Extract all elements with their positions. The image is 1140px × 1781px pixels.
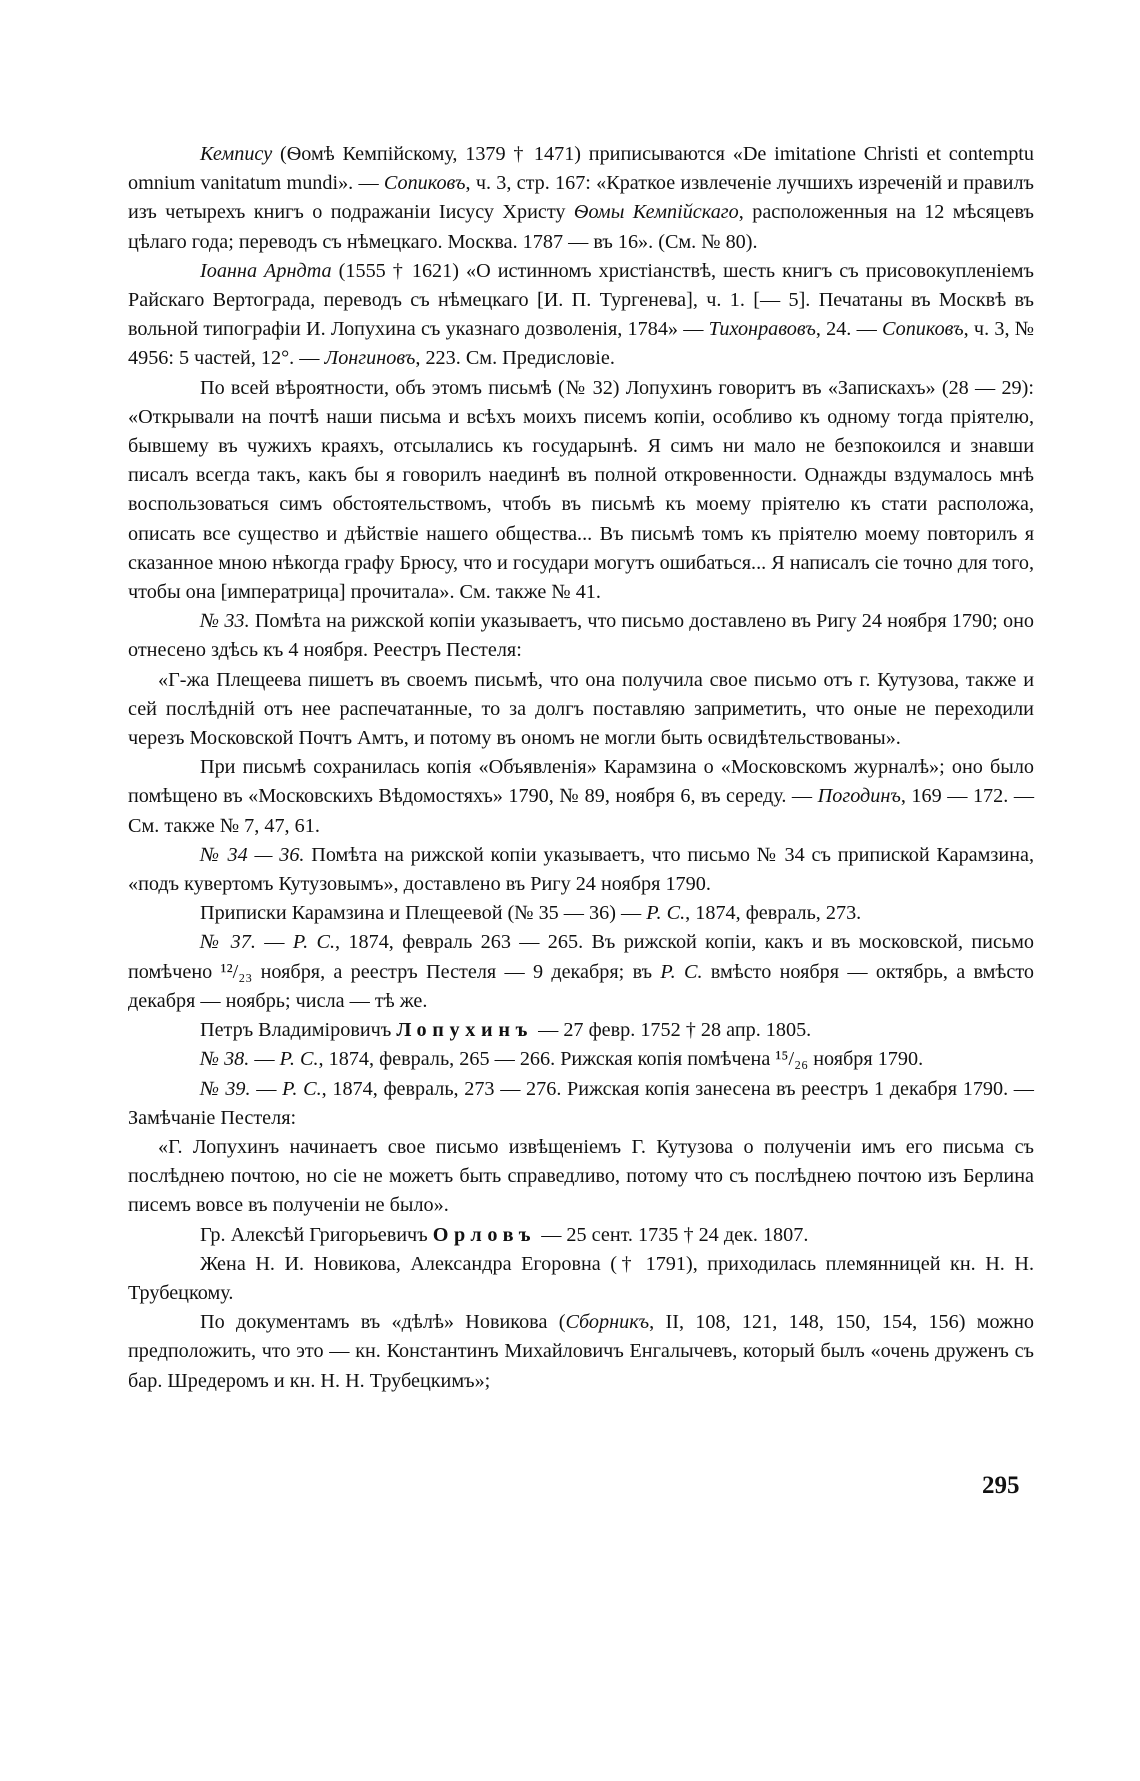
spaced-surname: Лопухинъ: [396, 1019, 534, 1042]
text-run: По документамъ въ «дѣлѣ» Новикова (: [200, 1311, 566, 1334]
paragraph-postscripts: [128, 899, 1034, 928]
text-run: По всей вѣроятности, объ этомъ письмѣ (№ 32) Лопухинъ говоритъ въ «Запискахъ» (28 — 29): «Открывали на почтѣ наши письма и всѣхъ моихъ писемъ копіи, особливо къ одному тогда пріятелю, бывшему въ чужихъ краяхъ, отсылались къ государынѣ. Я симъ ни мало не безпокоился и знавши писалъ всегда такъ, какъ бы я говорилъ наединѣ въ полной откровенности. Однажды вздумалось мнѣ воспользоваться симъ обстоятельствомъ, чтобъ въ письмѣ къ моему пріятелю къ стати расположа, описать все существо и дѣйствіе нашего общества... Въ письмѣ томъ къ пріятелю моему повторилъ я сказанное мною нѣкогда графу Брюсу, что и государи могутъ ошибаться... Я написалъ сіе точно для того, чтобы она [императрица] прочитала». См. также № 41.: [128, 376, 1034, 604]
text-run: —: [249, 1048, 280, 1071]
italic-reference: № 39.: [200, 1077, 251, 1100]
paragraph-no-39: [128, 1075, 1034, 1133]
text-run: Петръ Владиміровичъ: [200, 1019, 397, 1042]
paragraph-orlov-bio: [128, 1221, 1034, 1250]
text-run: , 223. См. Предисловіе.: [415, 347, 615, 370]
text-run: , 1874, февраль 263 — 265. Въ рижской копіи, какъ и въ московской, письмо помѣчено ¹²/₂₃ ноября, а реестръ Пестеля — 9 декабря; въ: [128, 931, 1034, 983]
paragraph-no-33: [128, 607, 1034, 665]
italic-reference: Кемпису: [200, 143, 273, 165]
paragraph-no-34-36: [128, 841, 1034, 899]
text-run: , 1874, февраль, 273.: [685, 902, 862, 925]
text-run: — 27 февр. 1752 † 28 апр. 1805.: [533, 1019, 812, 1042]
text-run: , II, 108, 121, 148, 150, 154, 156) можно предположить, что это — кн. Константинъ Михайловичъ Енгалычевъ, который былъ «очень друженъ съ бар. Шредеромъ и кн. Н. Н. Трубецкимъ»;: [128, 1311, 1034, 1392]
text-run: Помѣта на рижской копіи указываетъ, что письмо № 34 съ припиской Карамзина, «подъ кувертомъ Кутузовымъ», доставлено въ Ригу 24 ноября 1790.: [128, 843, 1035, 896]
italic-reference: Погодинъ: [817, 785, 901, 808]
text-run: , ч. 3, стр. 167: «Краткое извлеченіе лучшихъ изреченій и правилъ изъ четырехъ книгъ о подражаніи Іисусу Христу: [128, 172, 1034, 224]
italic-reference: № 33.: [200, 610, 250, 633]
italic-reference: Р. С.: [279, 1048, 319, 1071]
italic-reference: Р. С.: [292, 931, 336, 954]
text-run: вмѣсто ноября — октябрь, а вмѣсто декабря — ноябрь; числа — тѣ же.: [128, 960, 1034, 1012]
paragraph-engalychev: [128, 1308, 1034, 1396]
paragraph-letter-32: [128, 374, 1034, 608]
text-run: —: [250, 1077, 283, 1100]
text-run: Гр. Алексѣй Григорьевичъ: [200, 1223, 433, 1246]
page-body: [128, 140, 1034, 1396]
text-run: , 1874, февраль, 265 — 266. Рижская копія помѣчена ¹⁵/₂₆ ноября 1790.: [318, 1048, 924, 1071]
text-run: Жена Н. И. Новикова, Александра Егоровна († 1791), приходилась племянницей кн. Н. Н. Трубецкому.: [128, 1252, 1034, 1304]
italic-reference: Сопиковъ: [882, 318, 964, 341]
paragraph-lopukhin-bio: [128, 1016, 1034, 1045]
paragraph-pleshcheeva-quote: [128, 666, 1034, 754]
text-run: — 25 сент. 1735 † 24 дек. 1807.: [536, 1223, 809, 1246]
italic-reference: Р. С.: [660, 960, 703, 983]
italic-reference: № 37.: [200, 931, 256, 954]
text-run: (1555 † 1621) «О истинномъ христіанствѣ, шесть книгъ съ присовокупленіемъ Райскаго Вертограда, переводъ съ нѣмецкаго [И. П. Тургенева], ч. 1. [— 5]. Печатаны въ Москвѣ въ вольной типографіи И. Лопухина съ указнаго дозволенія, 1784» —: [128, 259, 1034, 341]
italic-reference: № 38.: [200, 1048, 250, 1071]
text-run: Приписки Карамзина и Плещеевой (№ 35 — 36) —: [200, 902, 647, 925]
paragraph-no-37: [128, 928, 1034, 1016]
italic-reference: № 34 — 36.: [200, 843, 305, 866]
paragraph-kempis: [128, 140, 1034, 257]
italic-reference: Тихонравовъ: [708, 318, 816, 341]
text-run: , расположенныя на 12 мѣсяцевъ цѣлаго года; переводъ съ нѣмецкаго. Москва. 1787 — въ 16». (См. № 80).: [128, 201, 1034, 253]
spaced-surname: Орловъ: [432, 1223, 537, 1246]
paragraph-no-38: [128, 1045, 1034, 1074]
text-run: , 24. —: [815, 318, 883, 341]
text-run: (Ѳомѣ Кемпійскому, 1379 † 1471) приписываются «De imitatione Christi et contemptu omnium vanitatum mundi». —: [128, 143, 1034, 195]
text-run: «Г-жа Плещеева пишетъ въ своемъ письмѣ, что она получила свое письмо отъ г. Кутузова, также и сей послѣдній отъ нее распечатанные, то за долгъ поставляю заприметить, что оные не переходили черезъ Московской Почтъ Амтъ, и потому въ ономъ не могли быть освидѣтельствованы».: [128, 668, 1034, 750]
text-run: —: [255, 931, 293, 954]
italic-reference: Ѳомы Кемпійскаго: [573, 201, 739, 224]
paragraph-novikova: [128, 1250, 1034, 1308]
text-run: «Г. Лопухинъ начинаетъ свое письмо извѣщеніемъ Г. Кутузова о полученіи имъ его письма съ послѣднею почтою, но сіе не можетъ быть справедливо, потому что съ послѣднею почтою изъ Берлина писемъ вовсе въ полученіи не было».: [128, 1135, 1034, 1217]
italic-reference: Лонгиновъ: [324, 347, 416, 370]
paragraph-karamzin-announcement: [128, 753, 1034, 841]
paragraph-pestel-quote: [128, 1133, 1034, 1221]
italic-reference: Сборникъ: [565, 1311, 650, 1334]
italic-reference: Сопиковъ: [383, 172, 466, 195]
paragraph-arndt: [128, 257, 1034, 374]
text-run: , ч. 3, № 4956: 5 частей, 12°. —: [128, 318, 1035, 370]
text-run: При письмѣ сохранилась копія «Объявленія» Карамзина о «Московскомъ журналѣ»; оно было помѣщено въ «Московскихъ Вѣдомостяхъ» 1790, № 89, ноября 6, въ середу. —: [128, 756, 1034, 808]
italic-reference: Р. С.: [646, 902, 686, 925]
italic-reference: Іоанна Арндта: [200, 259, 332, 282]
text-run: , 1874, февраль, 273 — 276. Рижская копія занесена въ реестръ 1 декабря 1790. — Замѣчаніе Пестеля:: [128, 1077, 1034, 1129]
italic-reference: Р. С.: [282, 1077, 322, 1100]
text-run: Помѣта на рижской копіи указываетъ, что письмо доставлено въ Ригу 24 ноября 1790; оно отнесено здѣсь къ 4 ноября. Реестръ Пестеля:: [128, 610, 1034, 662]
page-number: 295: [982, 1472, 1020, 1499]
text-run: , 169 — 172. — См. также № 7, 47, 61.: [128, 785, 1034, 837]
